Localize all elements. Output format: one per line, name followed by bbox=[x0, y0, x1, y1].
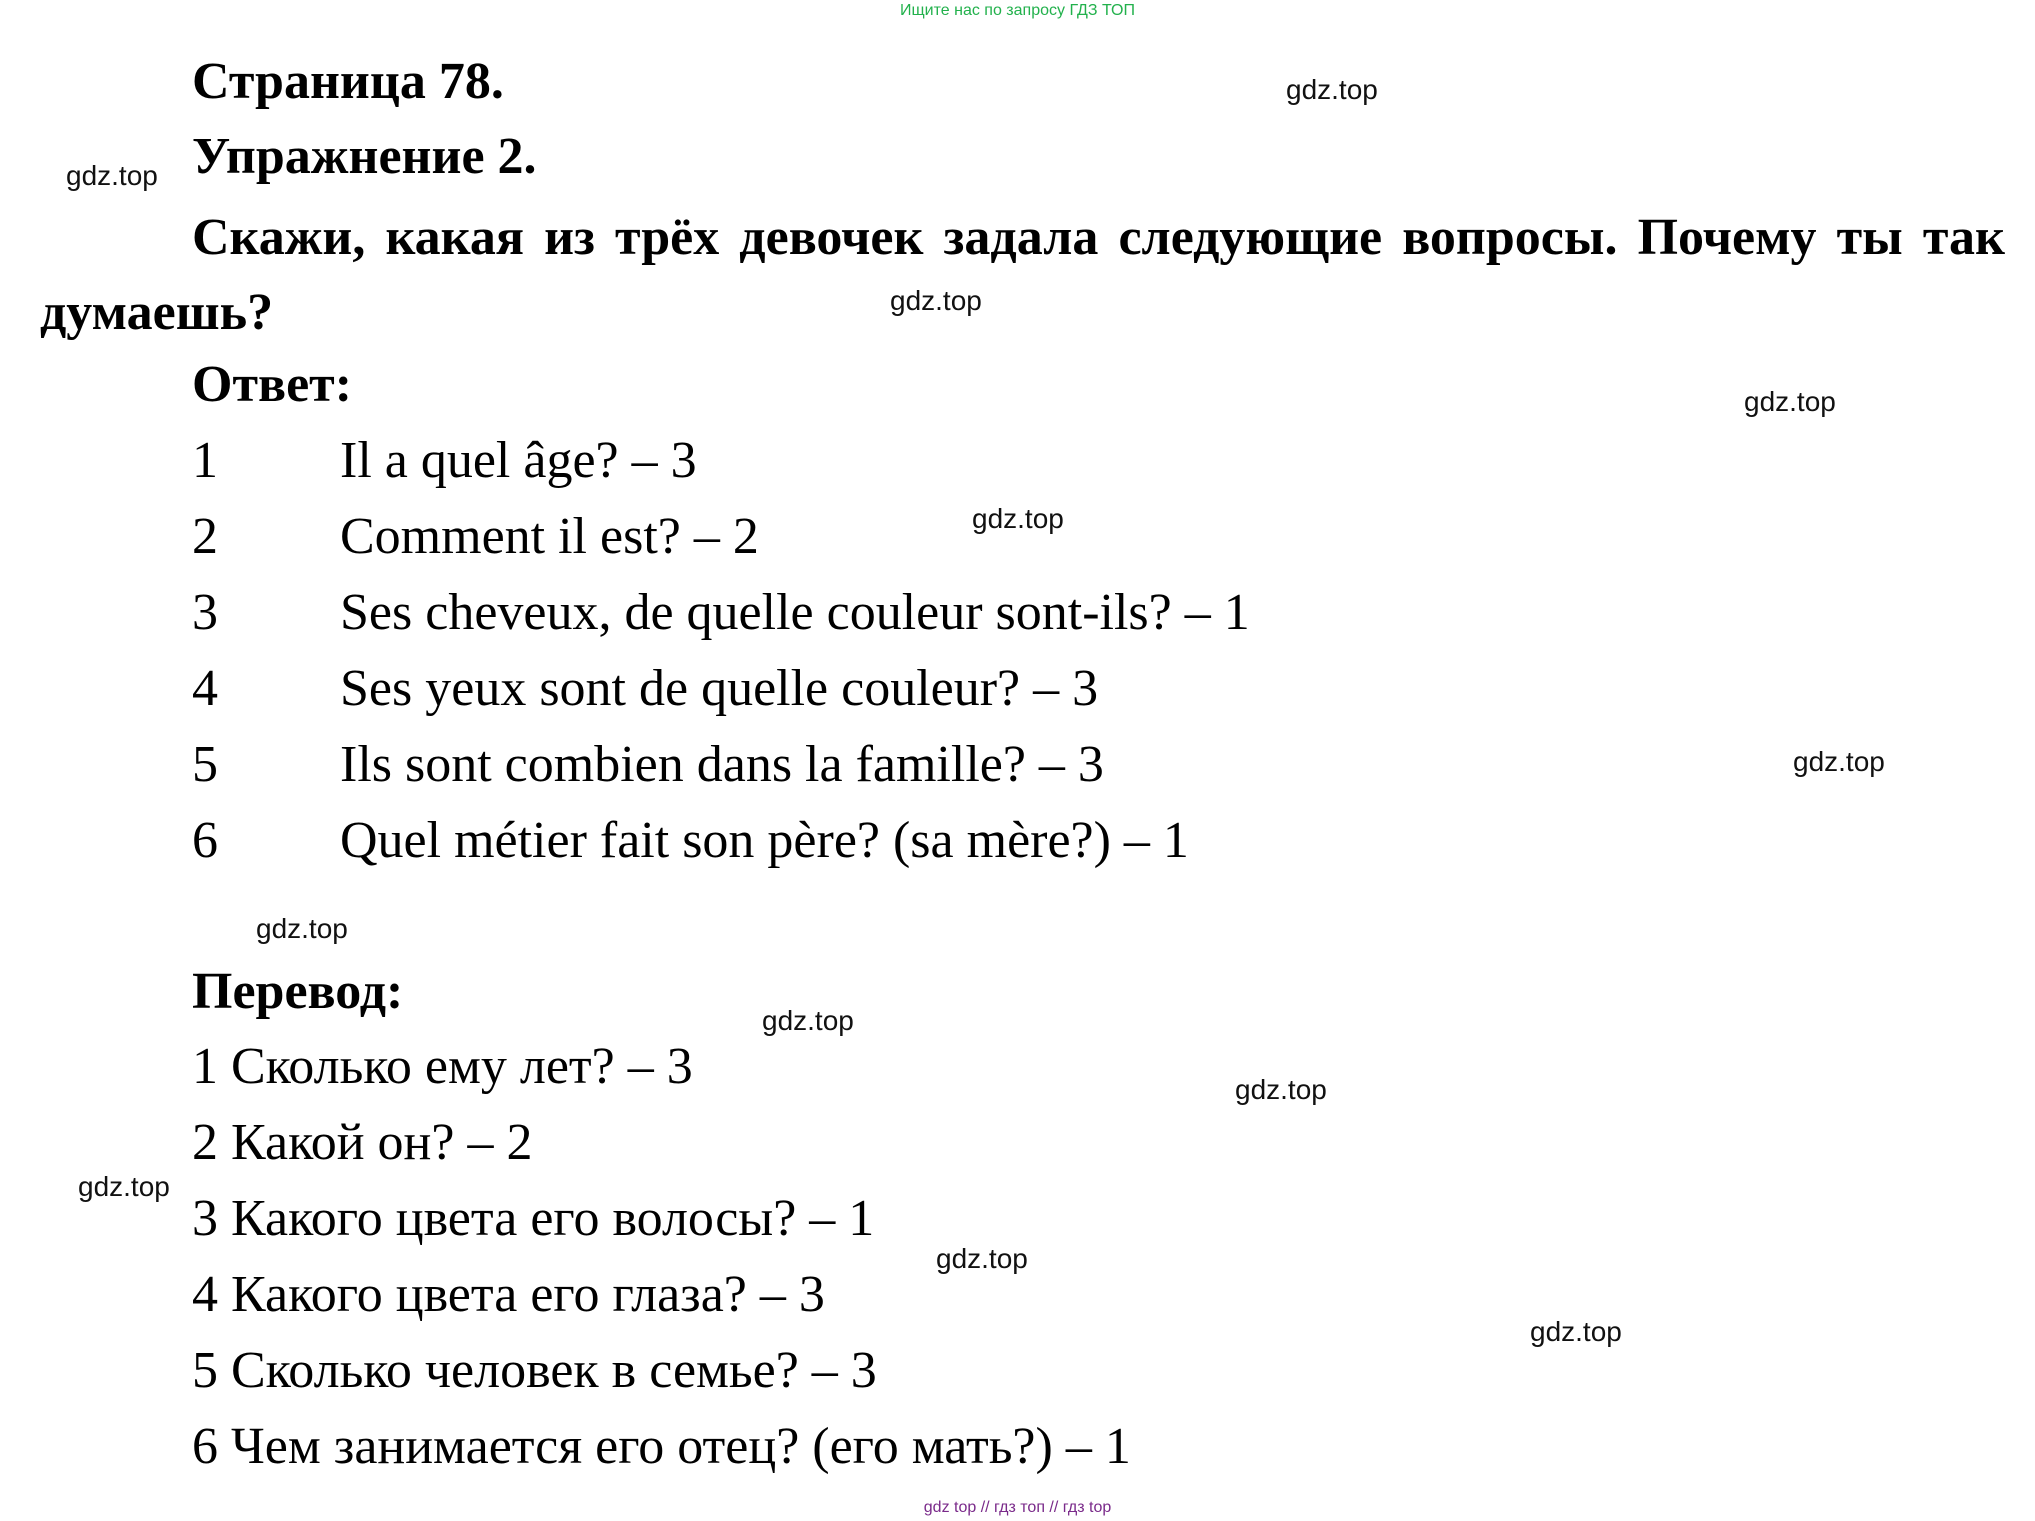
translation-row: 4 Какого цвета его глаза? – 3 bbox=[192, 1266, 825, 1323]
answer-text: Quel métier fait son père? (sa mère?) – 1 bbox=[340, 812, 1189, 869]
answer-text: Ses yeux sont de quelle couleur? – 3 bbox=[340, 660, 1099, 717]
answer-number: 2 bbox=[192, 508, 218, 565]
answer-number: 6 bbox=[192, 812, 218, 869]
answer-text: Comment il est? – 2 bbox=[340, 508, 759, 565]
watermark: gdz.top bbox=[1793, 746, 1885, 777]
top-banner: Ищите нас по запросу ГДЗ ТОП bbox=[900, 2, 1135, 19]
answer-number: 1 bbox=[192, 432, 218, 489]
watermark: gdz.top bbox=[972, 503, 1064, 534]
translation-row: 2 Какой он? – 2 bbox=[192, 1114, 533, 1171]
page-heading: Страница 78. bbox=[192, 53, 504, 110]
watermark: gdz.top bbox=[66, 160, 158, 191]
answer-number: 3 bbox=[192, 584, 218, 641]
answer-number: 5 bbox=[192, 736, 218, 793]
answer-text: Il a quel âge? – 3 bbox=[340, 432, 697, 489]
watermark: gdz.top bbox=[890, 285, 982, 316]
watermark: gdz.top bbox=[1235, 1074, 1327, 1105]
answer-number: 4 bbox=[192, 660, 218, 717]
watermark: gdz.top bbox=[78, 1171, 170, 1202]
watermark: gdz.top bbox=[1286, 74, 1378, 105]
translation-row: 5 Сколько человек в семье? – 3 bbox=[192, 1342, 877, 1399]
answer-text: Ils sont combien dans la famille? – 3 bbox=[340, 736, 1104, 793]
watermark: gdz.top bbox=[936, 1243, 1028, 1274]
translation-row: 1 Сколько ему лет? – 3 bbox=[192, 1038, 693, 1095]
watermark: gdz.top bbox=[1530, 1316, 1622, 1347]
watermark: gdz.top bbox=[762, 1005, 854, 1036]
answer-text: Ses cheveux, de quelle couleur sont-ils? – 1 bbox=[340, 584, 1250, 641]
watermark: gdz.top bbox=[256, 913, 348, 944]
exercise-prompt: Скажи, какая из трёх девочек задала следующие вопросы. Почему ты так думаешь? bbox=[40, 209, 2005, 341]
exercise-heading: Упражнение 2. bbox=[192, 128, 537, 185]
footer-links: gdz top // гдз топ // гдз top bbox=[923, 1499, 1112, 1516]
watermark: gdz.top bbox=[1744, 386, 1836, 417]
translation-row: 6 Чем занимается его отец? (его мать?) – 1 bbox=[192, 1418, 1131, 1475]
answer-heading: Ответ: bbox=[192, 356, 353, 413]
translation-heading: Перевод: bbox=[192, 963, 404, 1020]
translation-row: 3 Какого цвета его волосы? – 1 bbox=[192, 1190, 875, 1247]
